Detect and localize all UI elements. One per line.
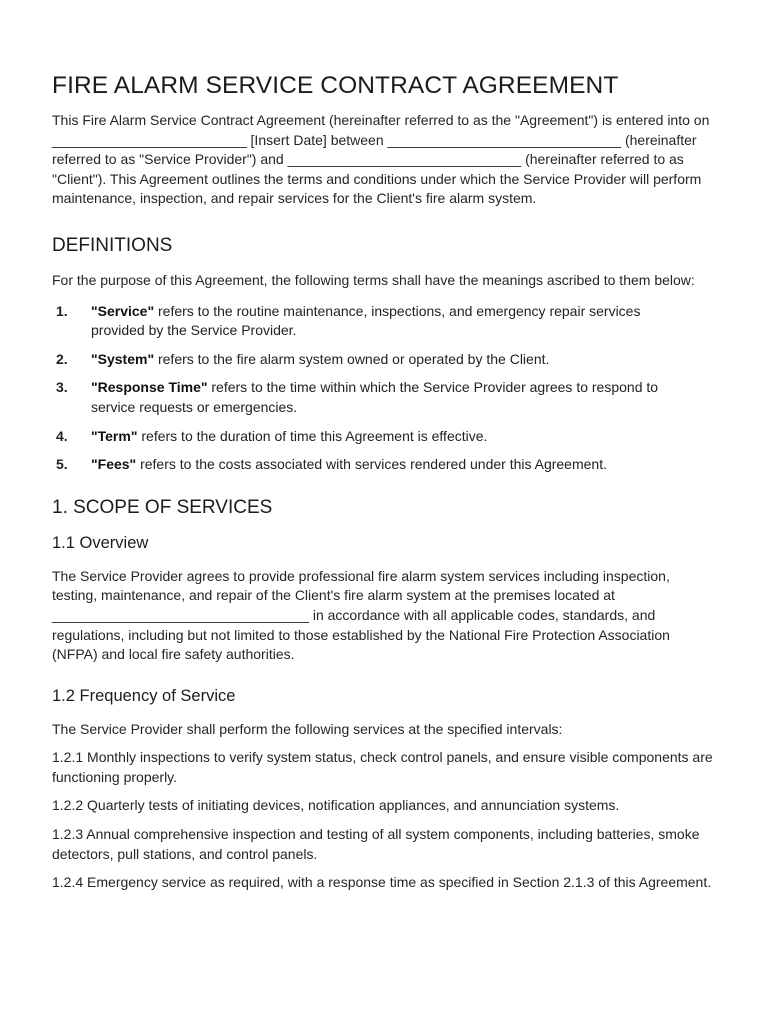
definition-body <box>91 302 718 341</box>
definition-text: refers to the fire alarm system owned or operated by the Client. <box>154 350 550 367</box>
definition-item <box>52 455 718 475</box>
definitions-lead: For the purpose of this Agreement, the following terms shall have the meanings ascribed to them below: <box>52 271 695 288</box>
definition-body <box>91 427 718 447</box>
definition-number: 2. <box>56 350 68 367</box>
frequency-item-annual: 1.2.3 Annual comprehensive inspection and testing of all system components, including batteries, smoke detectors, pull stations, and control panels. <box>52 826 700 862</box>
overview-paragraph: The Service Provider agrees to provide professional fire alarm system services including inspection, testing, maintenance, and repair of the Client's fire alarm system at the premises located at _________________________________ in accordance with all applicable codes, standards, and regulations, including but not limited to those established by the National Fire Protection Association (NFPA) and local fire safety authorities. <box>52 567 670 663</box>
definition-text: refers to the duration of time this Agreement is effective. <box>137 427 488 444</box>
definition-term: "System" <box>91 350 155 367</box>
definition-term: "Response Time" <box>91 379 208 396</box>
scope-heading: 1. SCOPE OF SERVICES <box>52 496 273 518</box>
definition-text: refers to the time within which the Service Provider agrees to respond to service requests or emergencies. <box>91 379 659 415</box>
definition-body <box>91 350 718 370</box>
definition-number: 1. <box>56 302 68 319</box>
definition-text: refers to the costs associated with services rendered under this Agreement. <box>136 456 607 473</box>
definition-term: "Service" <box>91 302 155 319</box>
definition-item <box>52 350 718 370</box>
definition-item <box>52 302 718 341</box>
document-title: FIRE ALARM SERVICE CONTRACT AGREEMENT <box>52 72 619 99</box>
definition-number: 3. <box>56 379 68 396</box>
definition-text: refers to the routine maintenance, inspections, and emergency repair services provided by the Service Provider. <box>91 302 641 339</box>
frequency-item-quarterly: 1.2.2 Quarterly tests of initiating devices, notification appliances, and annunciation systems. <box>52 797 620 814</box>
frequency-item-emergency: 1.2.4 Emergency service as required, with a response time as specified in Section 2.1.3 of this Agreement. <box>52 874 712 891</box>
definition-term: "Fees" <box>91 456 137 473</box>
definitions-list <box>52 302 718 475</box>
definition-body <box>91 455 718 475</box>
definition-number: 4. <box>56 427 68 444</box>
frequency-lead: The Service Provider shall perform the following services at the specified intervals: <box>52 720 563 737</box>
frequency-heading: 1.2 Frequency of Service <box>52 686 236 705</box>
definition-item <box>52 378 718 417</box>
definition-number: 5. <box>56 456 68 473</box>
definition-term: "Term" <box>91 427 138 444</box>
definition-item <box>52 427 718 447</box>
overview-heading: 1.1 Overview <box>52 533 149 552</box>
intro-paragraph: This Fire Alarm Service Contract Agreement (hereinafter referred to as the "Agreement") is entered into on _________________________ [Insert Date] between ______________________________ (hereinafter referred to as "Service Provider") and ______________________________ (hereinafter referred to as "Client"). This Agreement outlines the terms and conditions under which the Service Provider will perform maintenance, inspection, and repair services for the Client's fire alarm system. <box>52 112 710 207</box>
definitions-heading: DEFINITIONS <box>52 234 173 256</box>
definition-body <box>91 378 718 417</box>
frequency-item-monthly: 1.2.1 Monthly inspections to verify system status, check control panels, and ensure visible components are functioning properly. <box>52 749 713 785</box>
